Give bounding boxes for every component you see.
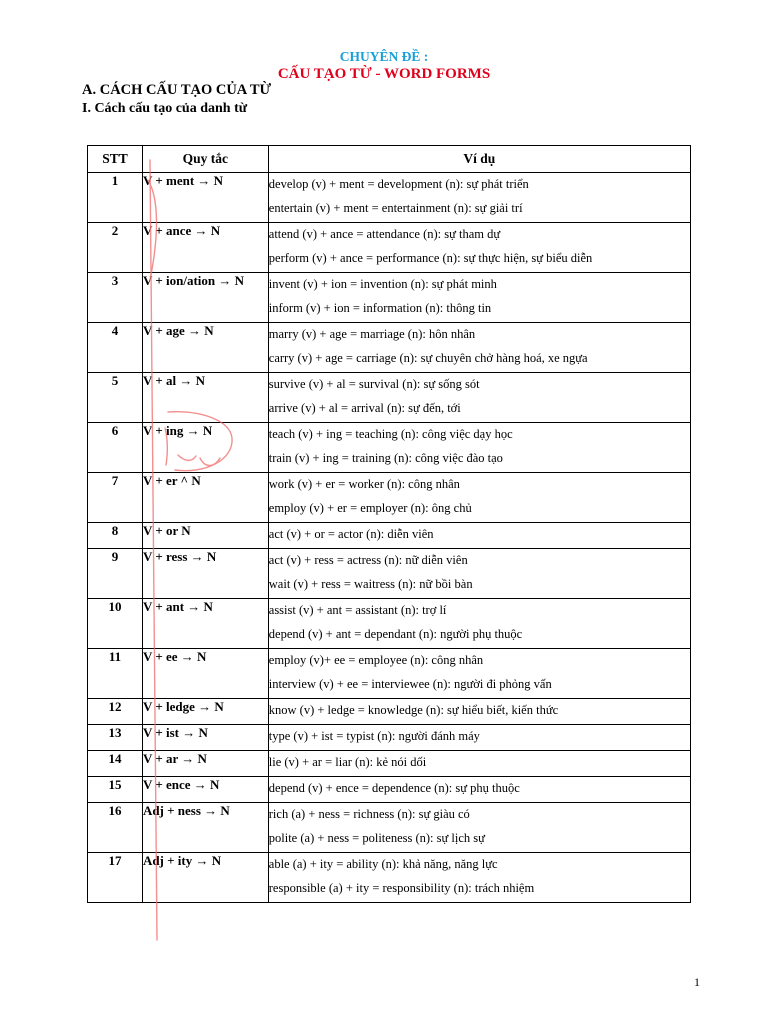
table-row — [88, 699, 691, 725]
example-line: polite (a) + ness = politeness (n): sự lịch sự — [268, 830, 485, 845]
row-number: 2 — [88, 223, 143, 273]
word-forms-table — [87, 145, 691, 903]
example-line: interview (v) + ee = interviewee (n): người đi phỏng vấn — [268, 676, 552, 691]
table-row — [88, 725, 691, 751]
example-line: attend (v) + ance = attendance (n): sự tham dự — [268, 227, 501, 241]
row-rule: Adj + ness → N — [142, 803, 268, 853]
row-number: 3 — [88, 273, 143, 323]
row-number: 1 — [88, 173, 143, 223]
row-number: 12 — [88, 699, 143, 725]
row-rule: V + or N — [142, 523, 268, 549]
row-examples — [268, 173, 690, 223]
table-header-row — [88, 146, 691, 173]
row-number: 13 — [88, 725, 143, 751]
example-line: depend (v) + ence = dependence (n): sự phụ thuộc — [268, 781, 520, 795]
example-line: arrive (v) + al = arrival (n): sự đến, tới — [268, 400, 461, 415]
row-examples — [268, 803, 690, 853]
row-rule: V + ion/ation → N — [142, 273, 268, 323]
table-row — [88, 549, 691, 599]
row-examples — [268, 423, 690, 473]
table-row — [88, 751, 691, 777]
example-line: carry (v) + age = carriage (n): sự chuyên chở hàng hoá, xe ngựa — [268, 350, 588, 365]
row-rule: Adj + ity → N — [142, 853, 268, 903]
row-rule: V + ar → N — [142, 751, 268, 777]
table-row — [88, 473, 691, 523]
section-i-heading: I. Cách cấu tạo của danh từ — [82, 101, 248, 116]
row-number: 16 — [88, 803, 143, 853]
example-line: lie (v) + ar = liar (n): kẻ nói dối — [268, 755, 427, 769]
row-rule: V + ee → N — [142, 649, 268, 699]
example-line: act (v) + or = actor (n): diễn viên — [268, 527, 434, 541]
row-examples — [268, 523, 690, 549]
row-number: 4 — [88, 323, 143, 373]
example-line: invent (v) + ion = invention (n): sự phát minh — [268, 277, 497, 291]
row-examples — [268, 549, 690, 599]
example-line: assist (v) + ant = assistant (n): trợ lí — [268, 603, 447, 617]
row-number: 14 — [88, 751, 143, 777]
row-rule: V + ence → N — [142, 777, 268, 803]
row-examples — [268, 273, 690, 323]
row-rule: V + age → N — [142, 323, 268, 373]
row-rule: V + ress → N — [142, 549, 268, 599]
row-rule: V + ant → N — [142, 599, 268, 649]
row-number: 15 — [88, 777, 143, 803]
row-examples — [268, 599, 690, 649]
example-line: depend (v) + ant = dependant (n): người phụ thuộc — [268, 626, 523, 641]
row-number: 9 — [88, 549, 143, 599]
row-examples — [268, 777, 690, 803]
row-examples — [268, 699, 690, 725]
table-row — [88, 777, 691, 803]
page-number: 1 — [694, 975, 700, 989]
example-line: rich (a) + ness = richness (n): sự giàu có — [268, 807, 470, 821]
section-a-heading: A. CÁCH CẤU TẠO CỦA TỪ — [82, 82, 272, 98]
example-line: employ (v)+ ee = employee (n): công nhân — [268, 653, 484, 667]
table-row — [88, 223, 691, 273]
example-line: responsible (a) + ity = responsibility (n): trách nhiệm — [268, 880, 535, 895]
row-number: 10 — [88, 599, 143, 649]
table-row — [88, 373, 691, 423]
example-line: train (v) + ing = training (n): công việc đào tạo — [268, 450, 503, 465]
example-line: perform (v) + ance = performance (n): sự thực hiện, sự biểu diễn — [268, 250, 593, 265]
row-number: 11 — [88, 649, 143, 699]
table-row — [88, 803, 691, 853]
table-row — [88, 649, 691, 699]
header-stt: STT — [88, 146, 143, 173]
table-row — [88, 523, 691, 549]
table-row — [88, 273, 691, 323]
row-examples — [268, 725, 690, 751]
example-line: survive (v) + al = survival (n): sự sống sót — [268, 377, 480, 391]
row-number: 5 — [88, 373, 143, 423]
topic-title: CẤU TẠO TỪ - WORD FORMS — [277, 66, 491, 82]
row-number: 6 — [88, 423, 143, 473]
example-line: employ (v) + er = employer (n): ông chủ — [268, 500, 472, 515]
header-rule: Quy tắc — [142, 146, 268, 173]
example-line: able (a) + ity = ability (n): khả năng, năng lực — [268, 857, 498, 871]
example-line: act (v) + ress = actress (n): nữ diễn viên — [268, 553, 468, 567]
table-row — [88, 173, 691, 223]
table-row — [88, 853, 691, 903]
row-examples — [268, 323, 690, 373]
example-line: work (v) + er = worker (n): công nhân — [268, 477, 460, 491]
topic-label: CHUYÊN ĐỀ : — [339, 49, 429, 64]
example-line: develop (v) + ment = development (n): sự phát triển — [268, 177, 529, 191]
row-examples — [268, 751, 690, 777]
example-line: wait (v) + ress = waitress (n): nữ bồi bàn — [268, 576, 473, 591]
example-line: inform (v) + ion = information (n): thông tin — [268, 300, 492, 315]
table-row — [88, 423, 691, 473]
row-number: 7 — [88, 473, 143, 523]
row-examples — [268, 223, 690, 273]
example-line: marry (v) + age = marriage (n): hôn nhân — [268, 327, 476, 341]
header-example: Ví dụ — [268, 146, 690, 173]
row-rule: V + ing → N — [142, 423, 268, 473]
example-line: know (v) + ledge = knowledge (n): sự hiểu biết, kiến thức — [268, 703, 559, 717]
example-line: entertain (v) + ment = entertainment (n): sự giải trí — [268, 200, 523, 215]
row-examples — [268, 649, 690, 699]
table-row — [88, 323, 691, 373]
row-rule: V + ment → N — [142, 173, 268, 223]
row-number: 17 — [88, 853, 143, 903]
table-row — [88, 599, 691, 649]
row-examples — [268, 473, 690, 523]
row-rule: V + ance → N — [142, 223, 268, 273]
row-number: 8 — [88, 523, 143, 549]
row-rule: V + ist → N — [142, 725, 268, 751]
table-body — [88, 173, 691, 903]
row-examples — [268, 373, 690, 423]
example-line: type (v) + ist = typist (n): người đánh máy — [268, 729, 480, 743]
row-rule: V + ledge → N — [142, 699, 268, 725]
row-examples — [268, 853, 690, 903]
row-rule: V + al → N — [142, 373, 268, 423]
example-line: teach (v) + ing = teaching (n): công việc dạy học — [268, 427, 513, 441]
row-rule: V + er ^ N — [142, 473, 268, 523]
